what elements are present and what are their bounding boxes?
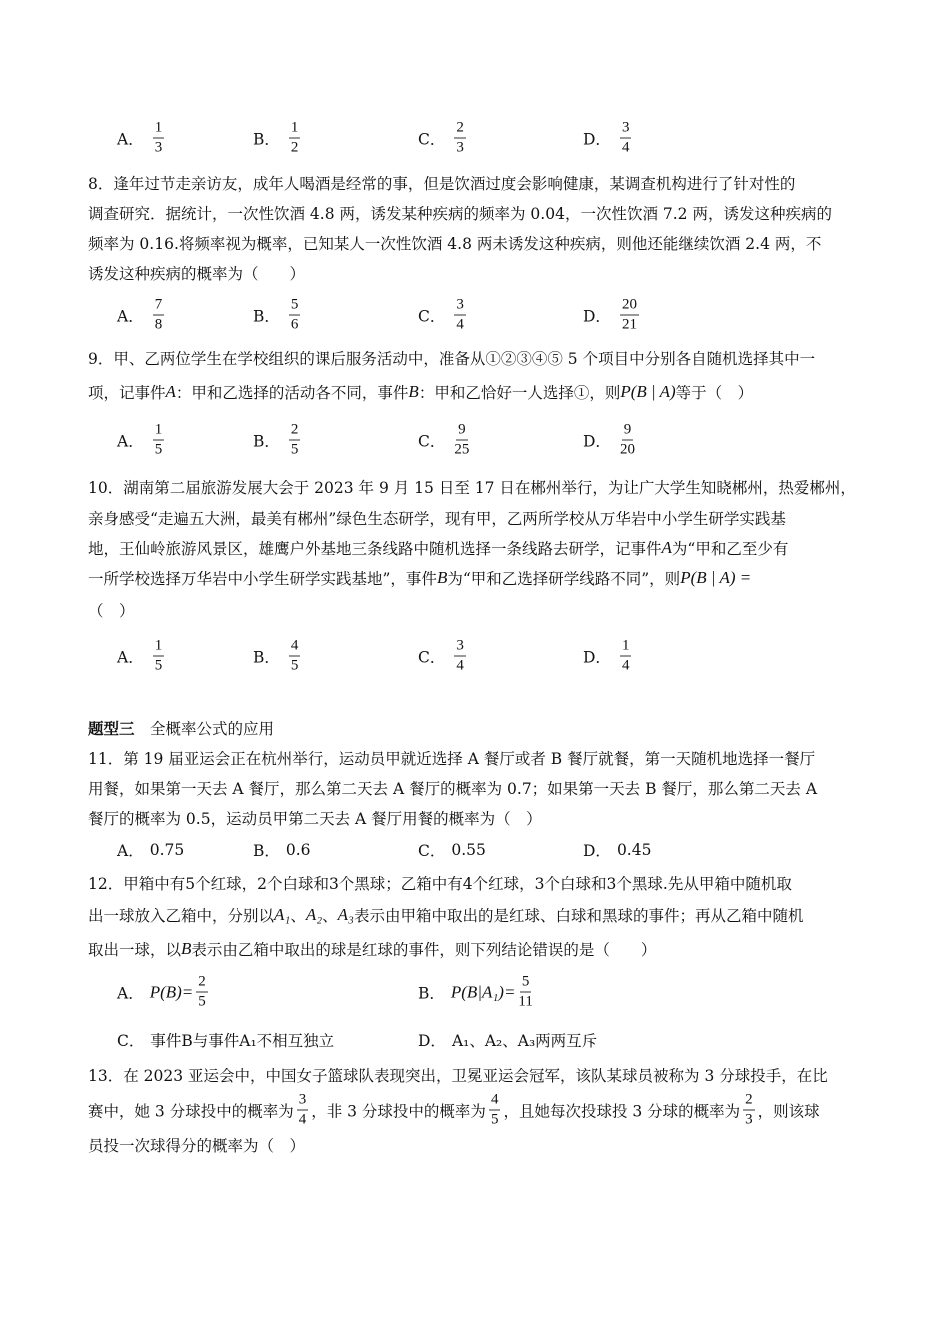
text-segment: 取出一球，以 — [88, 941, 182, 959]
math-expression: P(B)= — [149, 982, 194, 1001]
numerator: 3 — [297, 1092, 309, 1111]
text-segment: 员投一次球得分的概率为（ ） — [88, 1137, 306, 1155]
answer-option-d[interactable] — [418, 1029, 597, 1051]
answer-option-b[interactable] — [418, 974, 536, 1011]
denominator: 5 — [490, 1111, 499, 1128]
text-segment: 为“甲和乙至少有 — [671, 540, 789, 558]
text-line — [88, 1134, 305, 1156]
text-segment: 项，记事件 — [88, 384, 166, 402]
denominator: 3 — [154, 139, 163, 156]
option-label: B． — [253, 842, 280, 860]
text-line — [88, 347, 815, 369]
denominator: 5 — [198, 993, 206, 1010]
answer-option-b[interactable] — [253, 120, 303, 157]
text-segment: ：甲和乙恰好一人选择①，则 — [418, 384, 621, 402]
text-segment: 表示由甲箱中取出的是红球、白球和黑球的事件；再从乙箱中随机 — [353, 907, 804, 925]
numerator: 3 — [454, 638, 466, 657]
option-label: C． — [418, 130, 446, 148]
numerator: 2 — [289, 422, 301, 441]
option-label: C． — [418, 307, 446, 325]
option-label: D． — [583, 130, 611, 148]
numerator: 5 — [520, 974, 532, 993]
text-segment: 地，王仙岭旅游风景区，雄鹰户外基地三条线路中随机选择一条线路去研学，记事件 — [88, 540, 662, 558]
text-line — [88, 717, 274, 739]
denominator: 4 — [621, 139, 630, 156]
answer-option-c[interactable] — [418, 297, 469, 334]
text-segment: 13．在 2023 亚运会中，中国女子篮球队表现突出，卫冕亚运会冠军，该队某球员被称为 3 分球投手，在比 — [88, 1067, 828, 1085]
denominator: 4 — [298, 1111, 307, 1128]
text-line — [88, 938, 656, 960]
text-segment: ，则该球 — [757, 1102, 820, 1120]
option-text: 0.6 — [285, 841, 311, 859]
option-label: B． — [253, 432, 280, 450]
text-segment: 餐厅的概率为 0.5，运动员甲第二天去 A 餐厅用餐的概率为（ ） — [88, 810, 542, 828]
fraction — [489, 1092, 501, 1129]
answer-option-b[interactable] — [253, 839, 311, 861]
fraction — [196, 974, 208, 1011]
text-line — [88, 202, 832, 224]
numerator: 9 — [622, 422, 634, 441]
text-segment: 11．第 19 届亚运会正在杭州举行，运动员甲就近选择 A 餐厅或者 B 餐厅就餐，第一天随机地选择一餐厅 — [88, 750, 816, 768]
text-line — [88, 747, 815, 769]
math-expression: A₃ — [337, 905, 354, 924]
fraction — [153, 297, 165, 334]
text-segment: 12．甲箱中有5个红球，2个白球和3个黑球；乙箱中有4个红球，3个白球和3个黑球.先从甲箱中随机取 — [88, 875, 792, 893]
option-label: C． — [418, 648, 446, 666]
text-segment: 表示由乙箱中取出的球是红球的事件，则下列结论错误的是（ ） — [191, 941, 657, 959]
option-label: A． — [117, 648, 144, 666]
math-expression: A — [661, 538, 672, 557]
option-label: A． — [117, 432, 144, 450]
answer-option-b[interactable] — [253, 297, 303, 334]
fraction — [518, 974, 532, 1011]
option-label: D． — [583, 307, 611, 325]
math-expression: A₁ — [274, 905, 291, 924]
option-label: D． — [583, 648, 611, 666]
numerator: 2 — [196, 974, 208, 993]
fraction — [620, 297, 639, 334]
answer-option-c[interactable] — [418, 839, 486, 861]
denominator: 5 — [290, 441, 299, 458]
text-line — [88, 537, 788, 559]
denominator: 8 — [154, 316, 163, 333]
text-segment: 赛中，她 3 分球投中的概率为 — [88, 1102, 294, 1120]
option-text: 0.75 — [149, 841, 185, 859]
option-label: A． — [117, 307, 144, 325]
option-label: D． — [583, 432, 611, 450]
numerator: 4 — [289, 638, 301, 657]
text-segment: 等于（ ） — [675, 384, 754, 402]
denominator: 5 — [154, 441, 163, 458]
answer-option-d[interactable] — [583, 422, 638, 459]
answer-option-d[interactable] — [583, 297, 642, 334]
option-label: C． — [418, 432, 446, 450]
option-label: B． — [253, 130, 280, 148]
answer-option-d[interactable] — [583, 638, 634, 675]
text-line — [88, 1092, 820, 1129]
math-expression: B — [436, 568, 448, 587]
fraction — [297, 1092, 309, 1129]
answer-option-c[interactable] — [418, 120, 469, 157]
math-expression: P(B|A₁)= — [450, 982, 516, 1001]
text-line — [88, 381, 753, 403]
text-segment: 一所学校选择万华岩中小学生研学实践基地”，事件 — [88, 570, 437, 588]
math-expression: A — [165, 382, 176, 401]
text-segment: 为“甲和乙选择研学线路不同”，则 — [447, 570, 681, 588]
denominator: 20 — [619, 441, 635, 458]
text-line — [88, 567, 751, 589]
answer-option-b[interactable] — [253, 422, 303, 459]
fraction — [620, 638, 632, 675]
denominator: 11 — [518, 993, 533, 1010]
text-line — [88, 807, 542, 829]
answer-option-a[interactable] — [117, 974, 211, 1011]
denominator: 5 — [290, 657, 299, 674]
numerator: 1 — [289, 120, 301, 139]
fraction — [289, 120, 301, 157]
option-label: A． — [117, 842, 144, 860]
text-line — [88, 904, 803, 926]
math-expression: B — [408, 382, 419, 401]
answer-option-c[interactable] — [117, 1029, 334, 1051]
numerator: 1 — [620, 638, 632, 657]
option-label: B． — [253, 307, 280, 325]
answer-option-b[interactable] — [253, 638, 303, 675]
answer-option-c[interactable] — [418, 638, 469, 675]
option-text: A₁、A₂、A₃两两互斥 — [451, 1032, 598, 1050]
answer-option-c[interactable] — [418, 422, 472, 459]
numerator: 2 — [454, 120, 466, 139]
math-expression: A₂ — [305, 905, 323, 924]
fraction — [454, 638, 466, 675]
text-line — [88, 262, 305, 284]
text-line — [88, 507, 786, 529]
section-heading: 题型三 — [88, 719, 135, 738]
text-segment: ，且她每次投球投 3 分球的概率为 — [503, 1102, 741, 1120]
text-line — [88, 232, 821, 254]
text-segment: 、 — [290, 907, 306, 925]
text-segment: 诱发这种疾病的概率为（ ） — [88, 265, 306, 283]
text-segment: 出一球放入乙箱中，分别以 — [88, 907, 275, 925]
option-text: 0.45 — [616, 841, 652, 859]
denominator: 3 — [456, 139, 464, 156]
text-segment: 用餐，如果第一天去 A 餐厅，那么第二天去 A 餐厅的概率为 0.7；如果第一天去 B 餐厅，那么第二天去 A — [88, 780, 818, 798]
answer-option-a[interactable] — [117, 638, 167, 675]
text-line — [88, 777, 817, 799]
fraction — [743, 1092, 755, 1129]
fraction — [289, 422, 301, 459]
answer-option-a[interactable] — [117, 839, 184, 861]
numerator: 5 — [289, 297, 301, 316]
fraction — [153, 422, 165, 459]
option-text: 0.55 — [451, 841, 486, 859]
numerator: 4 — [489, 1092, 501, 1111]
answer-option-a[interactable] — [117, 422, 167, 459]
answer-option-d[interactable] — [583, 839, 651, 861]
math-expression: P(B | A) = — [680, 568, 752, 587]
denominator: 4 — [621, 657, 630, 674]
denominator: 4 — [456, 657, 464, 674]
numerator: 3 — [620, 120, 632, 139]
option-label: D． — [583, 842, 611, 860]
text-segment: 频率为 0.16.将频率视为概率，已知某人一次性饮酒 4.8 两未诱发这种疾病，则他还能继续饮酒 2.4 两，不 — [88, 235, 822, 253]
option-label: D． — [418, 1032, 446, 1050]
text-line — [88, 476, 856, 498]
text-segment: 、 — [322, 907, 338, 925]
answer-option-a[interactable] — [117, 297, 167, 334]
fraction — [289, 638, 301, 675]
option-label: B． — [253, 648, 280, 666]
option-label: C． — [117, 1032, 145, 1050]
fraction — [153, 638, 165, 675]
denominator: 4 — [456, 316, 464, 333]
math-expression: P(B | A) — [620, 382, 676, 401]
denominator: 21 — [621, 316, 637, 333]
text-segment: ，非 3 分球投中的概率为 — [311, 1102, 486, 1120]
numerator: 20 — [620, 297, 639, 316]
text-line — [88, 599, 135, 621]
text-segment: 9．甲、乙两位学生在学校组织的课后服务活动中，准备从①②③④⑤ 5 个项目中分别各自随机选择其中一 — [88, 350, 816, 368]
text-segment: （ ） — [88, 602, 135, 620]
math-expression: B — [181, 939, 192, 958]
fraction — [289, 297, 301, 334]
text-line — [88, 172, 795, 194]
text-segment: 8．逢年过节走亲访友，成年人喝酒是经常的事，但是饮酒过度会影响健康，某调查机构进行了针对性的 — [88, 175, 796, 193]
denominator: 3 — [745, 1111, 753, 1128]
fraction — [454, 120, 466, 157]
text-segment: ：甲和乙选择的活动各不同，事件 — [175, 384, 409, 402]
text-line — [88, 872, 792, 894]
fraction — [620, 422, 635, 459]
text-segment: 亲身感受“走遍五大洲，最美有郴州”绿色生态研学，现有甲，乙两所学校从万华岩中小学生研学实践基 — [88, 510, 786, 528]
numerator: 7 — [153, 297, 165, 316]
denominator: 6 — [290, 316, 299, 333]
text-segment: 10．湖南第二届旅游发展大会于 2023 年 9 月 15 日至 17 日在郴州举行，为让广大学生知晓郴州，热爱郴州， — [88, 479, 856, 497]
fraction — [153, 120, 165, 157]
text-segment: 全概率公式的应用 — [134, 720, 275, 738]
numerator: 9 — [456, 422, 468, 441]
denominator: 5 — [154, 657, 163, 674]
option-text: 事件B与事件A₁不相互独立 — [150, 1032, 335, 1050]
numerator: 1 — [153, 422, 165, 441]
option-label: A． — [117, 984, 144, 1002]
fraction — [454, 422, 469, 459]
text-line — [88, 1064, 828, 1086]
denominator: 2 — [290, 139, 299, 156]
answer-option-a[interactable] — [117, 120, 167, 157]
denominator: 25 — [454, 441, 470, 458]
option-label: C． — [418, 842, 446, 860]
text-segment: 调查研究．据统计，一次性饮酒 4.8 两，诱发某种疾病的频率为 0.04，一次性饮酒 7.2 两，诱发这种疾病的 — [88, 205, 832, 223]
numerator: 3 — [454, 297, 466, 316]
fraction — [454, 297, 466, 334]
option-label: B． — [418, 984, 445, 1002]
option-label: A． — [117, 130, 144, 148]
answer-option-d[interactable] — [583, 120, 634, 157]
numerator: 1 — [153, 120, 165, 139]
numerator: 1 — [153, 638, 165, 657]
fraction — [620, 120, 632, 157]
numerator: 2 — [743, 1092, 755, 1111]
